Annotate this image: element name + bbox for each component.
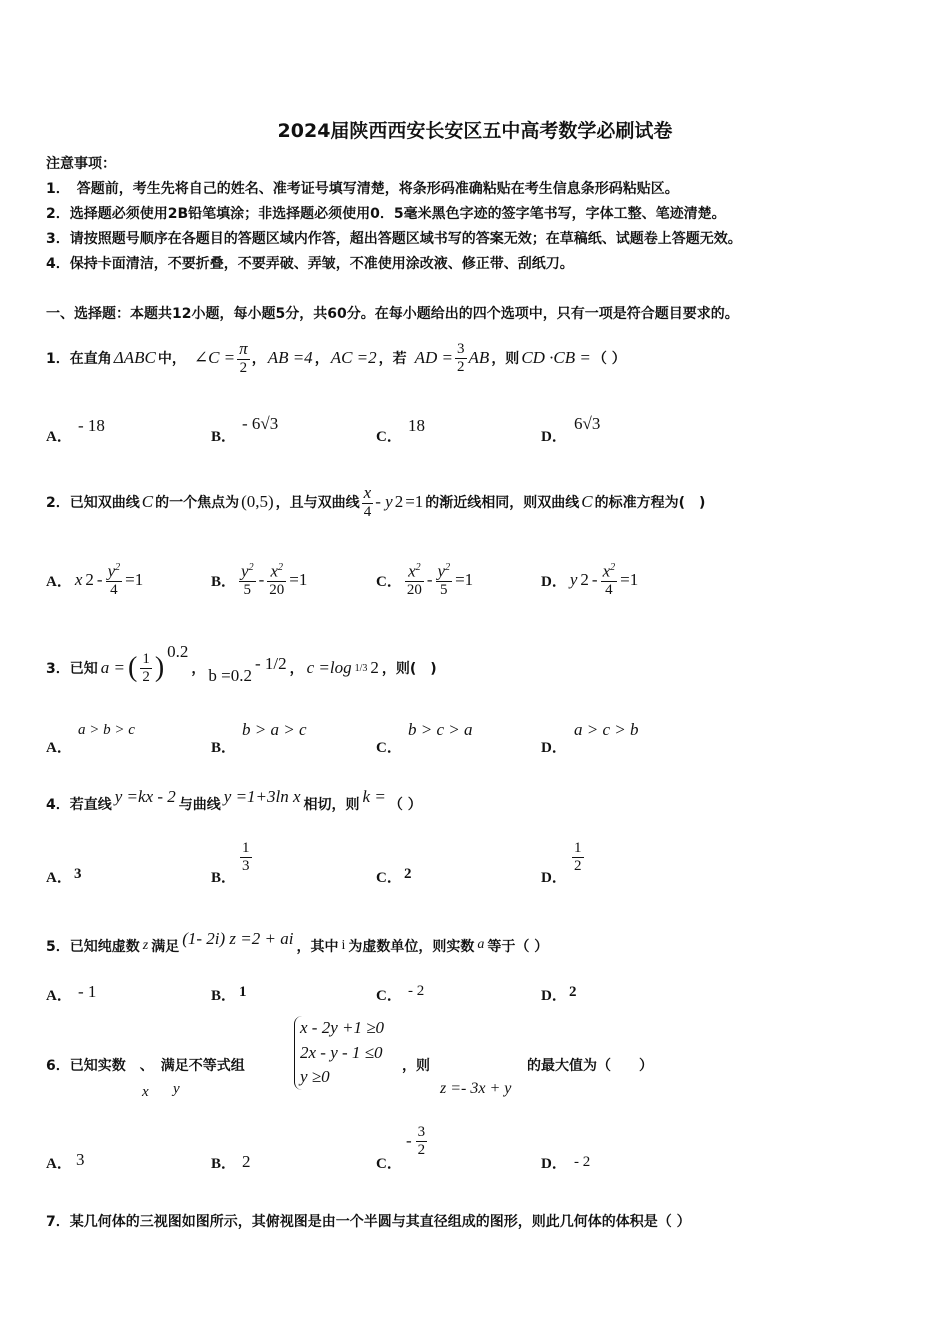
q6-option-c: - $\frac{3}{2}$ (406, 1124, 426, 1158)
q3-a: a = (100, 658, 125, 677)
q2-option-c: C． $\frac{x^2}{20}$ - $\frac{y^2}{5}$ =1 (376, 561, 474, 598)
q1-triangle: ΔABC (113, 348, 156, 367)
q1-option-d-label: D． (541, 429, 567, 445)
q1-cdcb: CD ·CB = (521, 348, 591, 367)
q6-option-c-label: C． (376, 1156, 402, 1172)
q5-option-a: - 1 (78, 982, 97, 1001)
q2-option-a: A． x 2 - $\frac{y^2}{4}$ =1 (46, 561, 144, 598)
q3-c: c =log (306, 658, 352, 677)
q3-b: b =0.2 (208, 666, 252, 685)
q1-option-c-label: C． (376, 429, 402, 445)
question-5: 5．已知纯虚数 z 满足 (1- 2i) z =2 + ai ，其中 i 为虚数单位，则实数 a 等于（ ） (46, 929, 549, 955)
q1-option-a: - 18 (78, 416, 105, 435)
q2-option-d: D． y 2 - $\frac{x^2}{4}$ =1 (541, 561, 639, 598)
q3-option-a: a > b > c (78, 722, 135, 738)
notice-heading: 注意事项： (46, 156, 116, 172)
section-heading: 一、选择题：本题共12小题，每小题5分，共60分。在每小题给出的四个选项中，只有一项是符合题目要求的。 (46, 306, 739, 322)
question-4: 4．若直线 y =kx - 2 与曲线 y =1+3ln x 相切，则 k = （ ） (46, 787, 422, 813)
q5-option-d-label: D． (541, 988, 567, 1004)
q1-option-b: - 6√3 (242, 414, 279, 433)
q4-option-d-label: D． (541, 870, 567, 886)
q3-option-a-label: A． (46, 740, 72, 756)
q4-option-d: 1 2 (574, 840, 582, 874)
q6-option-a-label: A． (46, 1156, 72, 1172)
q1-option-d: 6√3 (574, 414, 601, 433)
q5-option-b-label: B． (211, 988, 237, 1004)
q5-option-c: - 2 (408, 983, 425, 999)
q3-option-b-label: B． (211, 740, 237, 756)
q3-option-c-label: C． (376, 740, 402, 756)
q1-ab2: AB (468, 348, 490, 367)
q1-option-b-label: B． (211, 429, 237, 445)
question-2: 2．已知双曲线 C 的一个焦点为 (0,5) ，且与双曲线 $\frac{x}{4}$ - y 2 =1 的渐近线相同，则双曲线 C 的标准方程为( ) (46, 482, 706, 520)
q3-option-d-label: D． (541, 740, 567, 756)
question-1: 1．在直角 ΔABC 中， ∠C = $\frac{\pi}{2}$ ， AB =4 ， AC =2 ，若 AD = $\frac{3}{2}$ AB ，则 CD ·CB = （ ） (46, 338, 626, 376)
q5-option-d: 2 (569, 984, 577, 1000)
q3-option-b: b > a > c (242, 720, 307, 739)
notice-2: 2．选择题必须使用2B铅笔填涂；非选择题必须使用0．5毫米黑色字迹的签字笔书写，字体工整、笔迹清楚。 (46, 206, 726, 222)
q3-option-d: a > c > b (574, 720, 639, 739)
q1-ad: AD = (414, 348, 454, 367)
notice-4: 4．保持卡面清洁，不要折叠，不要弄破、弄皱，不准使用涂改液、修正带、刮纸刀。 (46, 256, 574, 272)
q6-option-b: 2 (242, 1152, 251, 1171)
q6-prefix: 6．已知实数 、 满足不等式组 (46, 1058, 245, 1074)
q6-option-d-label: D． (541, 1156, 567, 1172)
q1-option-c: 18 (408, 416, 425, 435)
q2-focus: (0,5) (241, 492, 274, 511)
q6-option-d: - 2 (574, 1154, 591, 1170)
q4-option-b-label: B． (211, 870, 237, 886)
q6-inequality-system: x - 2y +1 ≥0 2x - y - 1 ≤0 y ≥0 (294, 1016, 384, 1090)
q4-curve: y =1+3ln x (223, 787, 301, 806)
notice-1: 1． 答题前，考生先将自己的姓名、准考证号填写清楚，将条形码准确粘贴在考生信息条形码粘贴区。 (46, 181, 679, 197)
q5-option-c-label: C． (376, 988, 402, 1004)
q1-angle: ∠C = (193, 348, 236, 367)
q1-3-2-frac: $\frac{3}{2}$ (457, 341, 465, 375)
q1-mid: 中， (157, 351, 186, 367)
exam-title: 2024届陕西西安长安区五中高考数学必刷试卷 (277, 120, 673, 142)
q1-pi-frac: $\frac{\pi}{2}$ (239, 338, 248, 376)
q4-option-a-label: A． (46, 870, 72, 886)
notice-3: 3．请按照题号顺序在各题目的答题区域内作答，超出答题区域书写的答案无效；在草稿纸、试题卷上答题无效。 (46, 231, 742, 247)
q5-equation: (1- 2i) z =2 + ai (182, 929, 294, 948)
q5-option-a-label: A． (46, 988, 72, 1004)
q4-option-b: 1 3 (242, 840, 250, 874)
q6-option-b-label: B． (211, 1156, 237, 1172)
q3-option-c: b > c > a (408, 720, 473, 739)
q6-y: y (173, 1081, 180, 1097)
q1-ac: AC =2 (330, 348, 377, 367)
question-7: 7．某几何体的三视图如图所示，其俯视图是由一个半圆与其直径组成的图形，则此几何体的体积是（ ） (46, 1214, 691, 1230)
q6-tail: 的最大值为（ ） (527, 1058, 653, 1074)
q1-ab: AB =4 (267, 348, 313, 367)
q1-prefix: 1．在直角 (46, 351, 112, 367)
q4-option-c-label: C． (376, 870, 402, 886)
q4-line: y =kx - 2 (114, 787, 176, 806)
q6-x: x (142, 1084, 149, 1100)
q4-option-a: 3 (74, 866, 82, 882)
q2-x2-over-4: $\frac{x}{4}$ (363, 482, 372, 520)
q2-option-b: B． $\frac{y^2}{5}$ - $\frac{x^2}{20}$ =1 (211, 561, 308, 598)
q4-option-c: 2 (404, 866, 412, 882)
q6-option-a: 3 (76, 1150, 85, 1169)
q1-option-a-label: A． (46, 429, 72, 445)
question-3: 3．已知 a = ( $\frac{1}{2}$ ) 0.2 ， b =0.2 - 1/2 ， c =log 1/3 2 ，则( ) (46, 642, 437, 685)
q6-ze: ，则 (402, 1058, 430, 1074)
q6-objective: z =- 3x + y (440, 1080, 512, 1097)
q5-option-b: 1 (239, 984, 247, 1000)
